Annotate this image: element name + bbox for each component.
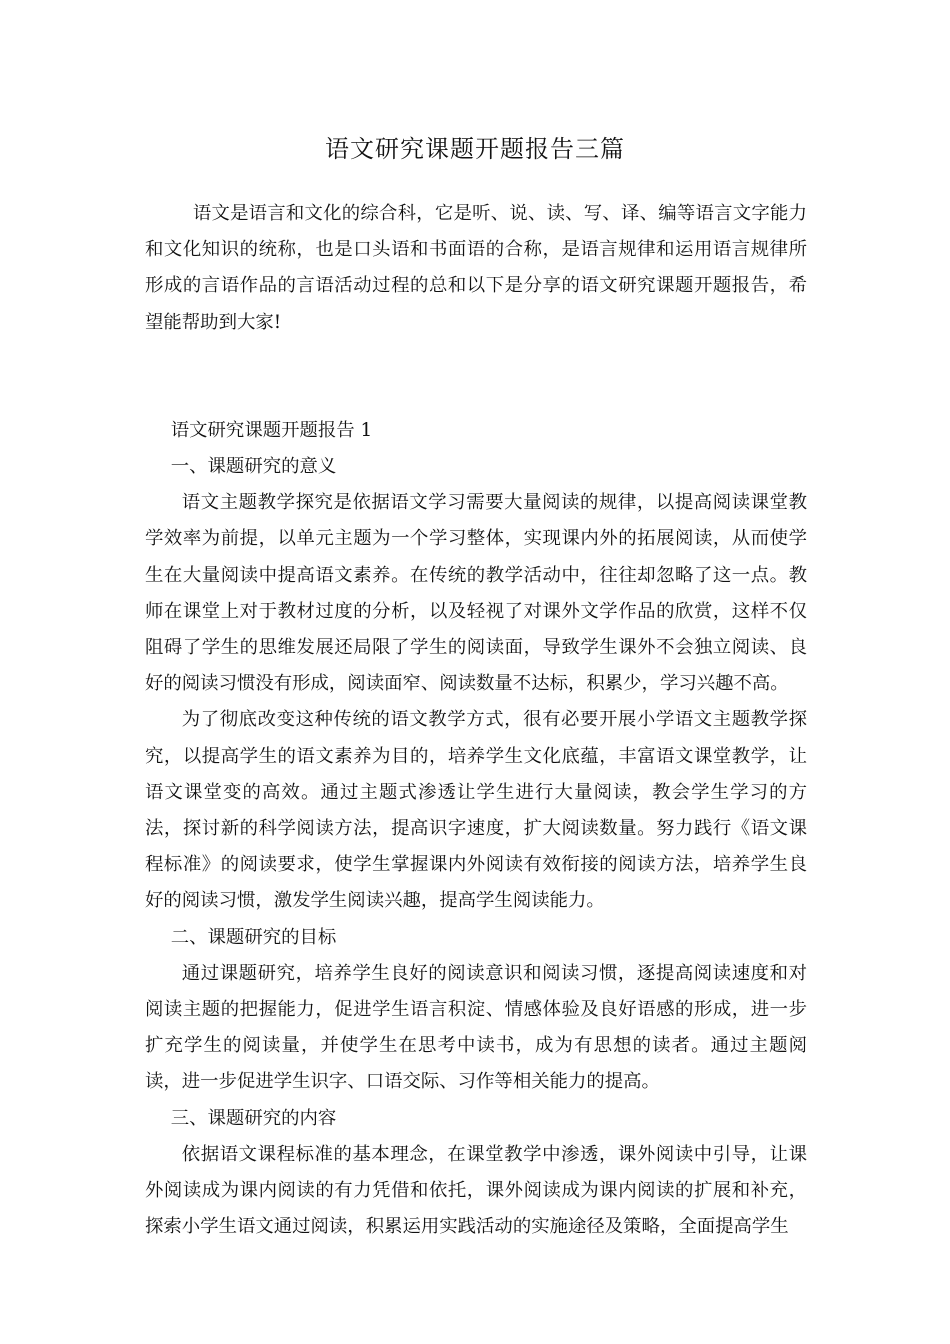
section2-paragraph-1: 通过课题研究，培养学生良好的阅读意识和阅读习惯，逐提高阅读速度和对阅读主题的把握能力，促进学生语言积淀、情感体验及良好语感的形成，进一步扩充学生的阅读量，并使学生在思考中读书，成为有思想的读者。通过主题阅读，进一步促进学生识字、口语交际、习作等相关能力的提高。: [145, 962, 807, 1093]
document-title: 语文研究课题开题报告三篇: [325, 135, 625, 163]
document-body: [145, 196, 807, 1245]
section2-heading: 二、课题研究的目标: [170, 926, 337, 948]
report-title: 语文研究课题开题报告 1: [170, 419, 373, 441]
paragraph-spacer: [145, 341, 807, 413]
section1-paragraph-2: 为了彻底改变这种传统的语文教学方式，很有必要开展小学语文主题教学探究，以提高学生的语文素养为目的，培养学生文化底蕴，丰富语文课堂教学，让语文课堂变的高效。通过主题式渗透让学生进行大量阅读，教会学生学习的方法，探讨新的科学阅读方法，提高识字速度，扩大阅读数量。努力践行《语文课程标准》的阅读要求，使学生掌握课内外阅读有效衔接的阅读方法，培养学生良好的阅读习惯，激发学生阅读兴趣，提高学生阅读能力。: [145, 709, 807, 912]
section1-paragraph-1: 语文主题教学探究是依据语文学习需要大量阅读的规律，以提高阅读课堂教学效率为前提，以单元主题为一个学习整体，实现课内外的拓展阅读，从而使学生在大量阅读中提高语文素养。在传统的教学活动中，往往却忽略了这一点。教师在课堂上对于教材过度的分析，以及轻视了对课外文学作品的欣赏，这样不仅阻碍了学生的思维发展还局限了学生的阅读面，导致学生课外不会独立阅读、良好的阅读习惯没有形成，阅读面窄、阅读数量不达标，积累少，学习兴趣不高。: [145, 492, 807, 695]
section3-heading: 三、课题研究的内容: [170, 1107, 337, 1129]
section1-heading: 一、课题研究的意义: [170, 456, 337, 478]
section3-paragraph-1: 依据语文课程标准的基本理念，在课堂教学中渗透，课外阅读中引导，让课外阅读成为课内阅读的有力凭借和依托，课外阅读成为课内阅读的扩展和补充，探索小学生语文通过阅读，积累运用实践活动的实施途径及策略，全面提高学生: [145, 1143, 807, 1238]
intro-paragraph: 语文是语言和文化的综合科，它是听、说、读、写、译、编等语言文字能力和文化知识的统称，也是口头语和书面语的合称，是语言规律和运用语言规律所形成的言语作品的言语活动过程的总和以下是分享的语文研究课题开题报告，希望能帮助到大家!: [145, 203, 807, 333]
